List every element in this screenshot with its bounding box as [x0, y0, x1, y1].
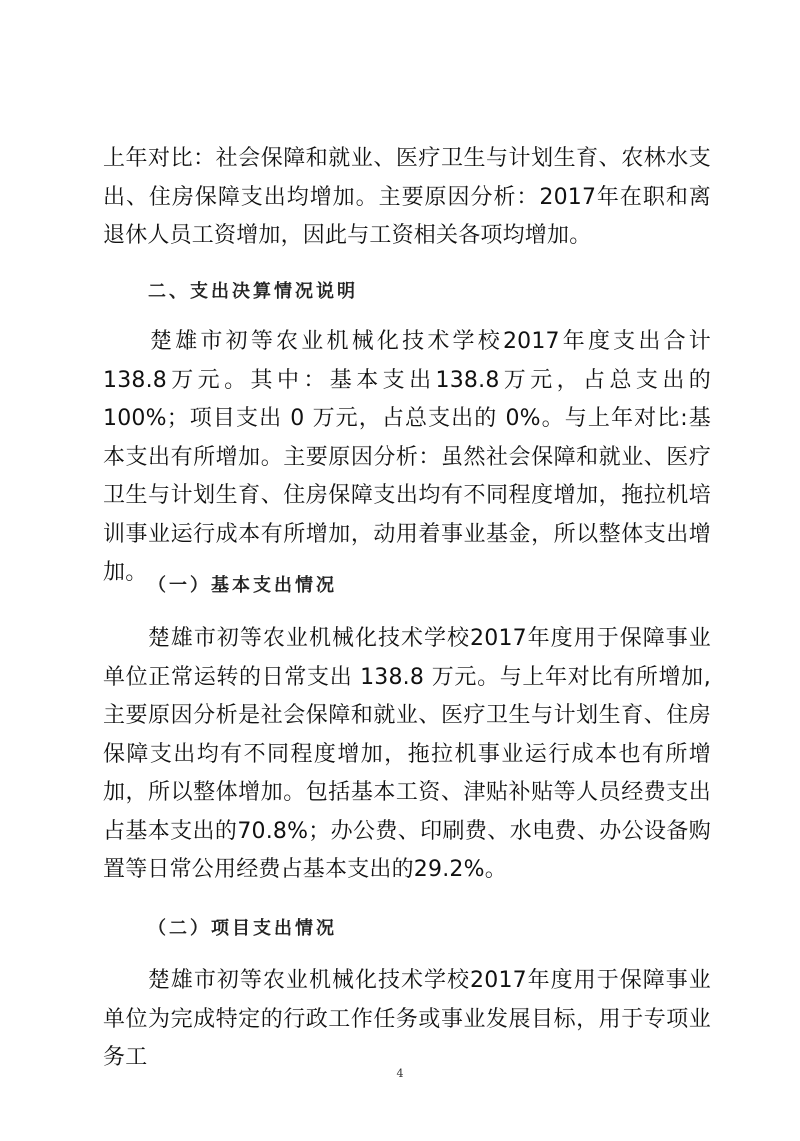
- paragraph-prior-year-comparison: 上年对比：社会保障和就业、医疗卫生与计划生育、农林水支出、住房保障支出均增加。主要原因分析：2017年在职和离退休人员工资增加，因此与工资相关各项均增加。: [103, 146, 711, 248]
- subsection-heading-basic-expenditure: （一）基本支出情况: [148, 575, 337, 596]
- paragraph-expenditure-summary: 楚雄市初等农业机械化技术学校2017年度支出合计138.8万元。其中：基本支出138.8万元，占总支出的100%；项目支出 0 万元，占总支出的 0%。与上年对比:基本支出有所增加。主要原因分析：虽然社会保障和就业、医疗卫生与计划生育、住房保障支出均有不同程度增加，拖拉机培训事业运行成本有所增加，动用着事业基金，所以整体支出增加。: [103, 329, 711, 585]
- paragraph-project-expenditure: 楚雄市初等农业机械化技术学校2017年度用于保障事业单位为完成特定的行政工作任务或事业发展目标，用于专项业务工: [103, 968, 711, 1070]
- page-number: 4: [396, 1067, 404, 1080]
- section-heading-expenditure: 二、支出决算情况说明: [148, 281, 358, 302]
- paragraph-basic-expenditure: 楚雄市初等农业机械化技术学校2017年度用于保障事业单位正常运转的日常支出 138.8 万元。与上年对比有所增加,主要原因分析是社会保障和就业、医疗卫生与计划生育、住房保障支出均有不同程度增加，拖拉机事业运行成本也有所增加，所以整体增加。包括基本工资、津贴补贴等人员经费支出占基本支出的70.8%；办公费、印刷费、水电费、办公设备购置等日常公用经费占基本支出的29.2%。: [103, 626, 711, 882]
- subsection-heading-project-expenditure: （二）项目支出情况: [148, 918, 337, 939]
